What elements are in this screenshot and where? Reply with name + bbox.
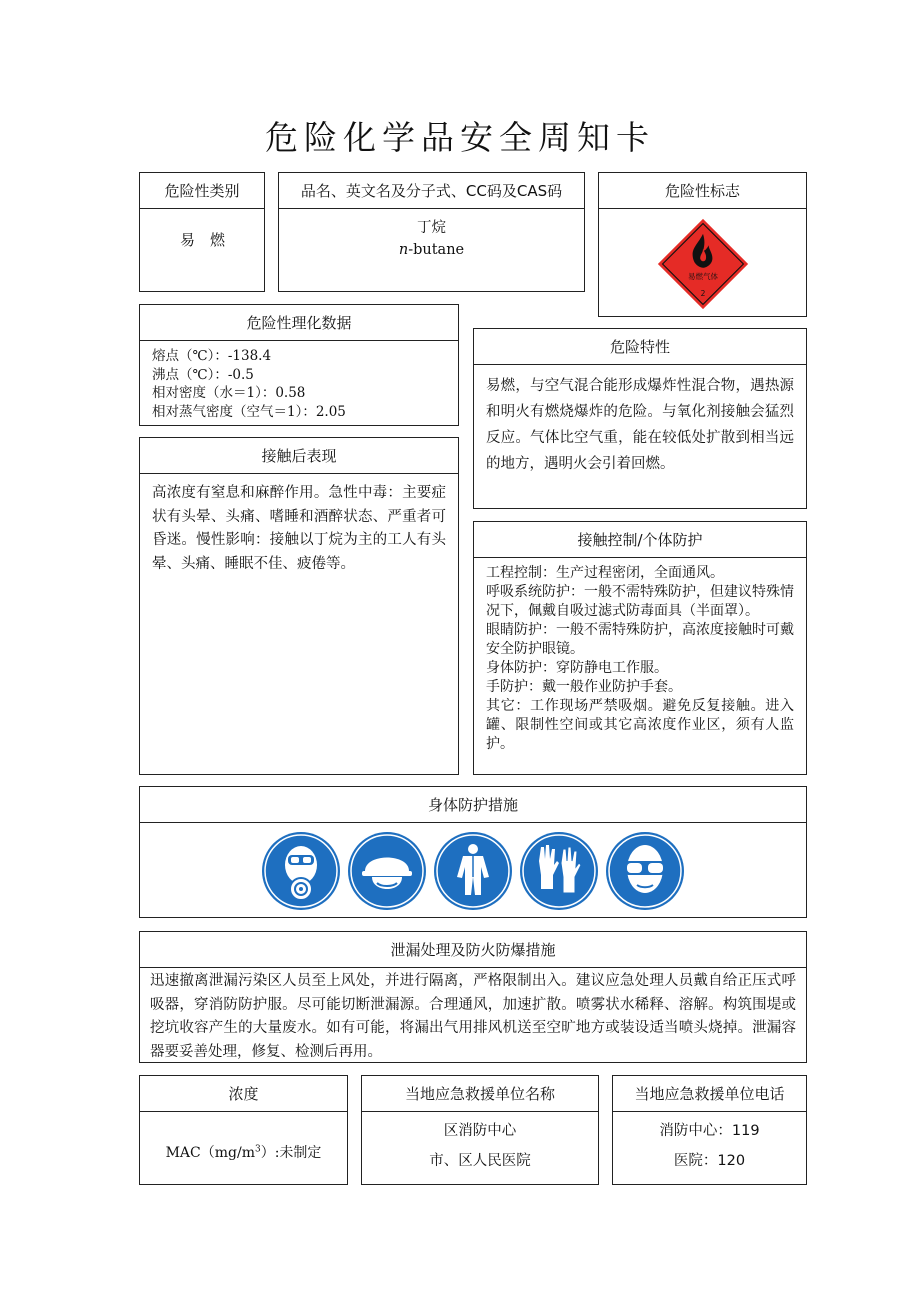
concentration-sup: 3 (254, 1144, 261, 1155)
physchem-box (139, 304, 459, 426)
hazard-sign-class: 2 (700, 288, 705, 298)
physchem-vapor-density: 相对蒸气密度（空气＝1）：2.05 (152, 403, 346, 420)
hazard-class-value: 易 燃 (180, 231, 226, 249)
product-name-en-rest: -butane (408, 242, 465, 258)
spill-header: 泄漏处理及防火防爆措施 (140, 932, 806, 968)
hazard-sign-label: 易燃气体 (687, 272, 718, 282)
exposure-control-line: 工程控制：生产过程密闭，全面通风。 (486, 565, 724, 581)
exposure-symptoms-text: 高浓度有窒息和麻醉作用。急性中毒：主要症状有头晕、头痛、嗜睡和酒醉状态、严重者可昏迷。慢性影响：接触以丁烷为主的工人有头晕、头痛、睡眠不佳、疲倦等。 (152, 485, 446, 572)
safety-goggles-icon (605, 831, 685, 911)
hazard-class-box (139, 172, 265, 292)
exposure-control-header: 接触控制/个体防护 (474, 522, 806, 558)
rescue-phone-line2: 医院：120 (673, 1153, 746, 1169)
exposure-control-line: 其它：工作现场严禁吸烟。避免反复接触。进入罐、限制性空间或其它高浓度作业区，须有人监护。 (486, 698, 794, 752)
exposure-control-line: 眼睛防护：一般不需特殊防护，高浓度接触时可戴安全防护眼镜。 (486, 622, 794, 657)
product-name-cn: 丁烷 (417, 220, 446, 236)
ppe-box (139, 786, 807, 918)
rescue-phone-box (612, 1075, 807, 1185)
concentration-box (139, 1075, 348, 1185)
rescue-unit-line1: 区消防中心 (443, 1123, 517, 1139)
flammable-gas-diamond-icon (656, 217, 750, 311)
rescue-phone-line1: 消防中心：119 (659, 1123, 760, 1139)
protective-suit-icon (433, 831, 513, 911)
hazard-sign-header: 危险性标志 (599, 173, 806, 209)
physchem-header: 危险性理化数据 (140, 305, 458, 341)
rescue-unit-box (361, 1075, 599, 1185)
product-name-box (278, 172, 585, 292)
hazard-props-box (473, 328, 807, 509)
exposure-control-line: 手防护：戴一般作业防护手套。 (486, 679, 682, 695)
concentration-suffix: ）:未制定 (260, 1145, 322, 1161)
rescue-unit-line2: 市、区人民医院 (429, 1153, 531, 1169)
hazard-props-text: 易燃，与空气混合能形成爆炸性混合物，遇热源和明火有燃烧爆炸的危险。与氧化剂接触会猛烈反应。气体比空气重，能在较低处扩散到相当远的地方，遇明火会引着回燃。 (486, 378, 794, 472)
ppe-header: 身体防护措施 (140, 787, 806, 823)
exposure-control-line: 呼吸系统防护：一般不需特殊防护，但建议特殊情况下，佩戴自吸过滤式防毒面具（半面罩）。 (486, 584, 794, 619)
physchem-melting: 熔点（℃）：-138.4 (152, 348, 272, 364)
physchem-density: 相对密度（水＝1）：0.58 (152, 385, 306, 401)
concentration-value (140, 1112, 347, 1168)
spill-box (139, 931, 807, 1063)
physchem-boiling: 沸点（℃）：-0.5 (152, 366, 254, 383)
concentration-prefix: MAC（mg/m (165, 1145, 255, 1161)
rescue-unit-header: 当地应急救援单位名称 (362, 1076, 598, 1112)
hazard-sign-box (598, 172, 807, 317)
protective-gloves-icon (519, 831, 599, 911)
product-name-en (291, 239, 572, 261)
exposure-symptoms-header: 接触后表现 (140, 438, 458, 474)
product-name-en-prefix: n (398, 242, 409, 258)
respirator-icon (261, 831, 341, 911)
hazard-props-header: 危险特性 (474, 329, 806, 365)
safety-helmet-icon (347, 831, 427, 911)
exposure-symptoms-box (139, 437, 459, 775)
exposure-control-box (473, 521, 807, 775)
page-title: 危险化学品安全周知卡 (265, 118, 655, 157)
exposure-control-line: 身体防护：穿防静电工作服。 (486, 660, 668, 676)
concentration-header: 浓度 (140, 1076, 347, 1112)
rescue-phone-header: 当地应急救援单位电话 (613, 1076, 806, 1112)
product-name-header: 品名、英文名及分子式、CC码及CAS码 (279, 173, 584, 209)
hazard-class-header: 危险性类别 (140, 173, 264, 209)
spill-text: 迅速撤离泄漏污染区人员至上风处，并进行隔离，严格限制出入。建议应急处理人员戴自给正压式呼吸器，穿消防防护服。尽可能切断泄漏源。合理通风，加速扩散。喷雾状水稀释、溶解。构筑围堤或挖坑收容产生的大量废水。如有可能，将漏出气用排风机送至空旷地方或装设适当喷头烧掉。泄漏容器要妥善处理，修复、检测后再用。 (150, 973, 796, 1060)
